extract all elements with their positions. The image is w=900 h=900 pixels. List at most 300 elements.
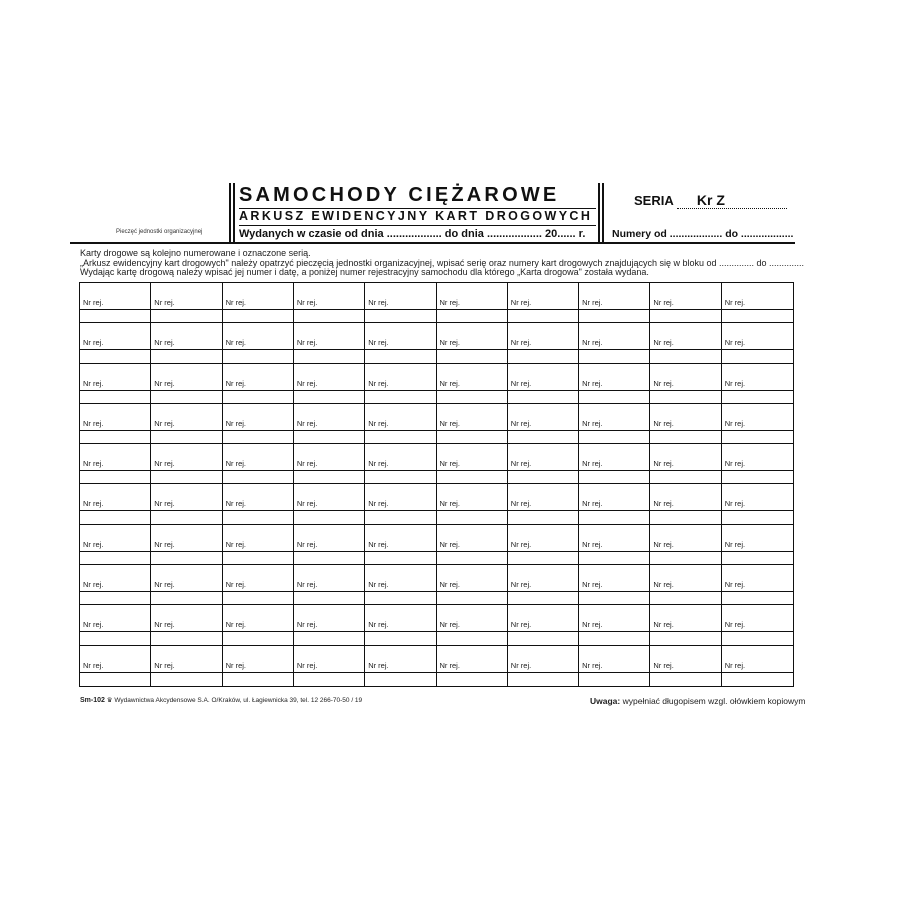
nr-rej-label: Nr rej. <box>653 660 674 670</box>
grid-cell[interactable] <box>722 646 793 686</box>
grid-cell[interactable] <box>722 565 793 605</box>
nr-rej-label: Nr rej. <box>225 499 247 509</box>
cell-divider <box>365 672 435 673</box>
cell-divider <box>80 551 150 552</box>
grid-cell[interactable] <box>722 444 793 484</box>
grid-cell[interactable] <box>365 565 436 605</box>
cell-divider <box>80 672 150 673</box>
nr-rej-label: Nr rej. <box>368 418 389 428</box>
cell-divider <box>80 631 150 632</box>
nr-rej-label: Nr rej. <box>154 660 175 670</box>
cell-divider <box>508 591 578 592</box>
nr-rej-label: Nr rej. <box>368 580 389 590</box>
cell-divider <box>365 349 435 350</box>
grid-cell[interactable] <box>151 323 222 363</box>
grid-cell[interactable] <box>437 646 508 686</box>
grid-cell[interactable] <box>294 565 365 605</box>
nr-rej-label: Nr rej. <box>368 338 389 348</box>
nr-rej-label: Nr rej. <box>510 459 532 469</box>
cell-divider <box>579 349 649 350</box>
seria-value[interactable]: Kr Z <box>677 192 787 209</box>
nr-rej-label: Nr rej. <box>225 539 247 549</box>
cell-divider <box>508 631 578 632</box>
nr-rej-label: Nr rej. <box>724 459 746 469</box>
nr-rej-label: Nr rej. <box>225 338 247 348</box>
nr-rej-label: Nr rej. <box>653 620 674 630</box>
nr-rej-label: Nr rej. <box>582 338 603 348</box>
nr-rej-label: Nr rej. <box>439 418 460 428</box>
title-border-left-inner <box>233 183 235 244</box>
grid-cell[interactable] <box>223 605 294 645</box>
cell-divider <box>223 591 293 592</box>
cell-divider <box>650 510 720 511</box>
grid-cell[interactable] <box>294 364 365 404</box>
grid-cell[interactable] <box>508 484 579 524</box>
nr-rej-label: Nr rej. <box>83 459 104 469</box>
cell-divider <box>650 591 720 592</box>
cell-divider <box>365 551 435 552</box>
grid-cell[interactable] <box>508 323 579 363</box>
grid-cell[interactable] <box>508 646 579 686</box>
nr-rej-label: Nr rej. <box>368 660 389 670</box>
grid-cell[interactable] <box>223 646 294 686</box>
grid-cell[interactable] <box>294 323 365 363</box>
grid-cell[interactable] <box>722 283 793 323</box>
grid-cell[interactable] <box>722 323 793 363</box>
grid-cell[interactable] <box>151 404 222 444</box>
grid-cell[interactable] <box>579 283 650 323</box>
nr-rej-label: Nr rej. <box>510 378 532 388</box>
cell-divider <box>579 631 649 632</box>
nr-rej-label: Nr rej. <box>510 338 532 348</box>
nr-rej-label: Nr rej. <box>296 459 318 469</box>
cell-divider <box>437 591 507 592</box>
cell-divider <box>508 672 578 673</box>
nr-rej-label: Nr rej. <box>582 580 603 590</box>
cell-divider <box>294 631 364 632</box>
cell-divider <box>722 390 793 391</box>
grid-cell[interactable] <box>223 404 294 444</box>
publisher-footer <box>80 696 362 704</box>
nr-rej-label: Nr rej. <box>724 338 746 348</box>
nr-rej-label: Nr rej. <box>368 298 389 307</box>
grid-cell[interactable] <box>508 605 579 645</box>
cell-divider <box>80 390 150 391</box>
nr-rej-label: Nr rej. <box>582 378 603 388</box>
nr-rej-label: Nr rej. <box>296 539 318 549</box>
grid-cell[interactable] <box>437 565 508 605</box>
cell-divider <box>579 672 649 673</box>
grid-cell[interactable] <box>223 364 294 404</box>
grid-cell[interactable] <box>294 484 365 524</box>
nr-rej-label: Nr rej. <box>724 660 746 670</box>
cell-divider <box>437 430 507 431</box>
cell-divider <box>223 349 293 350</box>
cell-divider <box>223 309 293 310</box>
nr-rej-label: Nr rej. <box>154 539 175 549</box>
grid-cell[interactable] <box>294 404 365 444</box>
grid-cell[interactable] <box>151 565 222 605</box>
nr-rej-label: Nr rej. <box>83 499 104 509</box>
nr-rej-label: Nr rej. <box>296 418 318 428</box>
grid-cell[interactable] <box>365 484 436 524</box>
cell-divider <box>508 551 578 552</box>
grid-cell[interactable] <box>437 444 508 484</box>
cell-divider <box>508 470 578 471</box>
grid-cell[interactable] <box>80 525 151 565</box>
seria-field[interactable] <box>634 192 787 209</box>
cell-divider <box>650 309 720 310</box>
nr-rej-label: Nr rej. <box>296 620 318 630</box>
cell-divider <box>722 551 793 552</box>
grid-cell[interactable] <box>151 605 222 645</box>
cell-divider <box>650 551 720 552</box>
nr-rej-label: Nr rej. <box>653 459 674 469</box>
nr-rej-label: Nr rej. <box>154 620 175 630</box>
cell-divider <box>223 390 293 391</box>
grid-cell[interactable] <box>365 525 436 565</box>
nr-rej-label: Nr rej. <box>582 459 603 469</box>
grid-cell[interactable] <box>294 283 365 323</box>
instructions <box>80 249 804 278</box>
grid-cell[interactable] <box>294 444 365 484</box>
cell-divider <box>579 551 649 552</box>
cell-divider <box>151 430 221 431</box>
cell-divider <box>437 631 507 632</box>
nr-rej-label: Nr rej. <box>225 620 247 630</box>
cell-divider <box>722 510 793 511</box>
grid-cell[interactable] <box>508 525 579 565</box>
grid-cell[interactable] <box>80 646 151 686</box>
grid-cell[interactable] <box>437 283 508 323</box>
grid-cell[interactable] <box>508 444 579 484</box>
grid-cell[interactable] <box>579 565 650 605</box>
grid-cell[interactable] <box>437 525 508 565</box>
grid-cell[interactable] <box>579 605 650 645</box>
grid-cell[interactable] <box>365 444 436 484</box>
nr-rej-label: Nr rej. <box>368 459 389 469</box>
cell-divider <box>722 591 793 592</box>
nr-rej-label: Nr rej. <box>510 298 532 307</box>
cell-divider <box>223 430 293 431</box>
grid-cell[interactable] <box>508 283 579 323</box>
page-subtitle: ARKUSZ EWIDENCYJNY KART DROGOWYCH <box>239 208 596 226</box>
grid-cell[interactable] <box>508 565 579 605</box>
cell-divider <box>151 390 221 391</box>
nr-rej-label: Nr rej. <box>724 499 746 509</box>
cell-divider <box>722 470 793 471</box>
grid-cell[interactable] <box>650 364 721 404</box>
nr-rej-label: Nr rej. <box>296 580 318 590</box>
nr-rej-label: Nr rej. <box>296 378 318 388</box>
grid-cell[interactable] <box>294 525 365 565</box>
grid-cell[interactable] <box>365 364 436 404</box>
nr-rej-label: Nr rej. <box>296 338 318 348</box>
cell-divider <box>650 349 720 350</box>
grid-cell[interactable] <box>579 525 650 565</box>
cell-divider <box>151 510 221 511</box>
nr-rej-label: Nr rej. <box>439 660 460 670</box>
grid-cell[interactable] <box>437 605 508 645</box>
nr-rej-label: Nr rej. <box>83 418 104 428</box>
grid-cell[interactable] <box>722 404 793 444</box>
grid-cell[interactable] <box>722 484 793 524</box>
grid-cell[interactable] <box>223 565 294 605</box>
grid-cell[interactable] <box>650 565 721 605</box>
cell-divider <box>365 470 435 471</box>
nr-rej-label: Nr rej. <box>368 378 389 388</box>
cell-divider <box>151 672 221 673</box>
issued-period-line: Wydanych w czasie od dnia .................. do dnia .................. 20...... r. <box>239 228 586 240</box>
cell-divider <box>80 591 150 592</box>
nr-rej-label: Nr rej. <box>582 539 603 549</box>
cell-divider <box>579 470 649 471</box>
nr-rej-label: Nr rej. <box>653 338 674 348</box>
grid-cell[interactable] <box>437 364 508 404</box>
grid-cell[interactable] <box>80 444 151 484</box>
grid-cell[interactable] <box>80 283 151 323</box>
grid-cell[interactable] <box>579 364 650 404</box>
nr-rej-label: Nr rej. <box>653 378 674 388</box>
seria-label: SERIA <box>634 193 674 208</box>
instruction-line: Karty drogowe są kolejno numerowane i oznaczone serią. <box>80 248 311 258</box>
cell-divider <box>508 349 578 350</box>
cell-divider <box>650 430 720 431</box>
grid-cell[interactable] <box>223 323 294 363</box>
title-border-right-inner <box>598 183 600 244</box>
page-title: SAMOCHODY CIĘŻAROWE <box>239 184 560 206</box>
cell-divider <box>80 430 150 431</box>
nr-rej-label: Nr rej. <box>724 620 746 630</box>
nr-rej-label: Nr rej. <box>83 620 104 630</box>
cell-divider <box>579 309 649 310</box>
note-text: wypełniać długopisem wzgl. ołówkiem kopiowym <box>622 696 806 706</box>
cell-divider <box>80 470 150 471</box>
cell-divider <box>508 390 578 391</box>
grid-cell[interactable] <box>365 323 436 363</box>
cell-divider <box>508 309 578 310</box>
grid-cell[interactable] <box>365 605 436 645</box>
grid-cell[interactable] <box>437 404 508 444</box>
nr-rej-label: Nr rej. <box>154 378 175 388</box>
cell-divider <box>151 591 221 592</box>
nr-rej-label: Nr rej. <box>510 418 532 428</box>
note-label: Uwaga: <box>590 696 621 706</box>
grid-cell[interactable] <box>151 525 222 565</box>
cell-divider <box>294 470 364 471</box>
nr-rej-label: Nr rej. <box>582 298 603 307</box>
grid-cell[interactable] <box>650 323 721 363</box>
cell-divider <box>650 672 720 673</box>
nr-rej-label: Nr rej. <box>510 580 532 590</box>
cell-divider <box>365 309 435 310</box>
cell-divider <box>294 349 364 350</box>
nr-rej-label: Nr rej. <box>653 499 674 509</box>
numery-line[interactable]: Numery od .................. do .................. <box>612 228 794 240</box>
grid-cell[interactable] <box>579 404 650 444</box>
nr-rej-label: Nr rej. <box>439 580 460 590</box>
grid-cell[interactable] <box>80 484 151 524</box>
nr-rej-label: Nr rej. <box>83 378 104 388</box>
nr-rej-label: Nr rej. <box>154 298 175 307</box>
nr-rej-label: Nr rej. <box>439 499 460 509</box>
nr-rej-label: Nr rej. <box>154 418 175 428</box>
nr-rej-label: Nr rej. <box>653 580 674 590</box>
grid-cell[interactable] <box>650 484 721 524</box>
nr-rej-label: Nr rej. <box>582 620 603 630</box>
nr-rej-label: Nr rej. <box>510 660 532 670</box>
nr-rej-label: Nr rej. <box>510 539 532 549</box>
cell-divider <box>365 430 435 431</box>
cell-divider <box>437 309 507 310</box>
cell-divider <box>437 390 507 391</box>
cell-divider <box>223 631 293 632</box>
grid-cell[interactable] <box>151 444 222 484</box>
grid-cell[interactable] <box>508 364 579 404</box>
registration-grid <box>79 282 794 687</box>
grid-cell[interactable] <box>437 484 508 524</box>
cell-divider <box>722 430 793 431</box>
cell-divider <box>294 390 364 391</box>
cell-divider <box>151 470 221 471</box>
grid-cell[interactable] <box>650 605 721 645</box>
grid-cell[interactable] <box>579 646 650 686</box>
grid-cell[interactable] <box>223 484 294 524</box>
grid-cell[interactable] <box>722 364 793 404</box>
cell-divider <box>365 390 435 391</box>
grid-cell[interactable] <box>650 525 721 565</box>
nr-rej-label: Nr rej. <box>582 418 603 428</box>
cell-divider <box>579 390 649 391</box>
cell-divider <box>508 430 578 431</box>
grid-cell[interactable] <box>365 283 436 323</box>
nr-rej-label: Nr rej. <box>368 539 389 549</box>
cell-divider <box>508 510 578 511</box>
grid-cell[interactable] <box>80 323 151 363</box>
cell-divider <box>223 470 293 471</box>
nr-rej-label: Nr rej. <box>83 539 104 549</box>
cell-divider <box>223 672 293 673</box>
grid-cell[interactable] <box>151 484 222 524</box>
cell-divider <box>437 510 507 511</box>
cell-divider <box>151 631 221 632</box>
nr-rej-label: Nr rej. <box>225 660 247 670</box>
cell-divider <box>294 309 364 310</box>
nr-rej-label: Nr rej. <box>225 378 247 388</box>
nr-rej-label: Nr rej. <box>439 539 460 549</box>
grid-cell[interactable] <box>508 404 579 444</box>
grid-cell[interactable] <box>80 565 151 605</box>
nr-rej-label: Nr rej. <box>724 539 746 549</box>
nr-rej-label: Nr rej. <box>653 298 674 307</box>
cell-divider <box>365 591 435 592</box>
grid-cell[interactable] <box>151 283 222 323</box>
grid-cell[interactable] <box>151 646 222 686</box>
crown-icon: ♛ <box>106 697 113 704</box>
grid-cell[interactable] <box>579 444 650 484</box>
nr-rej-label: Nr rej. <box>296 298 318 307</box>
nr-rej-label: Nr rej. <box>83 660 104 670</box>
instruction-line: „Arkusz ewidencyjny kart drogowych" należy opatrzyć pieczęcią jednostki organizacyjnej, wpisać serię oraz numery kart drogowych znajdujących się w bloku od .............. do .............. <box>80 257 805 268</box>
grid-cell[interactable] <box>650 646 721 686</box>
grid-cell[interactable] <box>223 444 294 484</box>
grid-cell[interactable] <box>722 605 793 645</box>
nr-rej-label: Nr rej. <box>439 378 460 388</box>
grid-cell[interactable] <box>80 404 151 444</box>
nr-rej-label: Nr rej. <box>582 660 603 670</box>
grid-cell[interactable] <box>579 323 650 363</box>
cell-divider <box>294 672 364 673</box>
instruction-line: Wydając kartę drogową należy wpisać jej numer i datę, a poniżej numer rejestracyjny samochodu dla którego „Karta drogowa" została wydana. <box>80 267 649 278</box>
nr-rej-label: Nr rej. <box>225 580 247 590</box>
grid-cell[interactable] <box>365 404 436 444</box>
cell-divider <box>579 430 649 431</box>
nr-rej-label: Nr rej. <box>83 298 104 307</box>
nr-rej-label: Nr rej. <box>368 620 389 630</box>
nr-rej-label: Nr rej. <box>225 459 247 469</box>
cell-divider <box>650 631 720 632</box>
grid-cell[interactable] <box>365 646 436 686</box>
cell-divider <box>151 309 221 310</box>
publisher-text: Wydawnictwa Akcydensowe S.A. O/Kraków, ul. Łagiewnicka 39, tel. 12 266-70-50 / 19 <box>114 697 363 704</box>
header-divider <box>70 242 795 244</box>
grid-cell[interactable] <box>151 364 222 404</box>
grid-cell[interactable] <box>722 525 793 565</box>
nr-rej-label: Nr rej. <box>154 580 175 590</box>
cell-divider <box>80 309 150 310</box>
cell-divider <box>722 349 793 350</box>
stamp-label: Pieczęć jednostki organizacyjnej <box>116 229 203 235</box>
grid-cell[interactable] <box>223 283 294 323</box>
nr-rej-label: Nr rej. <box>724 418 746 428</box>
grid-cell[interactable] <box>80 605 151 645</box>
cell-divider <box>437 349 507 350</box>
cell-divider <box>80 510 150 511</box>
nr-rej-label: Nr rej. <box>724 378 746 388</box>
title-border-left-outer <box>229 183 231 244</box>
grid-cell[interactable] <box>223 525 294 565</box>
title-border-right-outer <box>602 183 604 244</box>
cell-divider <box>80 349 150 350</box>
cell-divider <box>223 510 293 511</box>
grid-cell[interactable] <box>650 404 721 444</box>
grid-cell[interactable] <box>650 444 721 484</box>
grid-cell[interactable] <box>294 646 365 686</box>
cell-divider <box>365 631 435 632</box>
cell-divider <box>579 591 649 592</box>
nr-rej-label: Nr rej. <box>296 660 318 670</box>
cell-divider <box>722 309 793 310</box>
nr-rej-label: Nr rej. <box>510 620 532 630</box>
grid-cell[interactable] <box>294 605 365 645</box>
grid-cell[interactable] <box>437 323 508 363</box>
cell-divider <box>722 631 793 632</box>
nr-rej-label: Nr rej. <box>439 620 460 630</box>
cell-divider <box>437 470 507 471</box>
cell-divider <box>151 349 221 350</box>
grid-cell[interactable] <box>650 283 721 323</box>
cell-divider <box>365 510 435 511</box>
cell-divider <box>650 390 720 391</box>
cell-divider <box>650 470 720 471</box>
nr-rej-label: Nr rej. <box>510 499 532 509</box>
cell-divider <box>151 551 221 552</box>
nr-rej-label: Nr rej. <box>296 499 318 509</box>
grid-cell[interactable] <box>80 364 151 404</box>
grid-cell[interactable] <box>579 484 650 524</box>
nr-rej-label: Nr rej. <box>154 499 175 509</box>
nr-rej-label: Nr rej. <box>653 539 674 549</box>
